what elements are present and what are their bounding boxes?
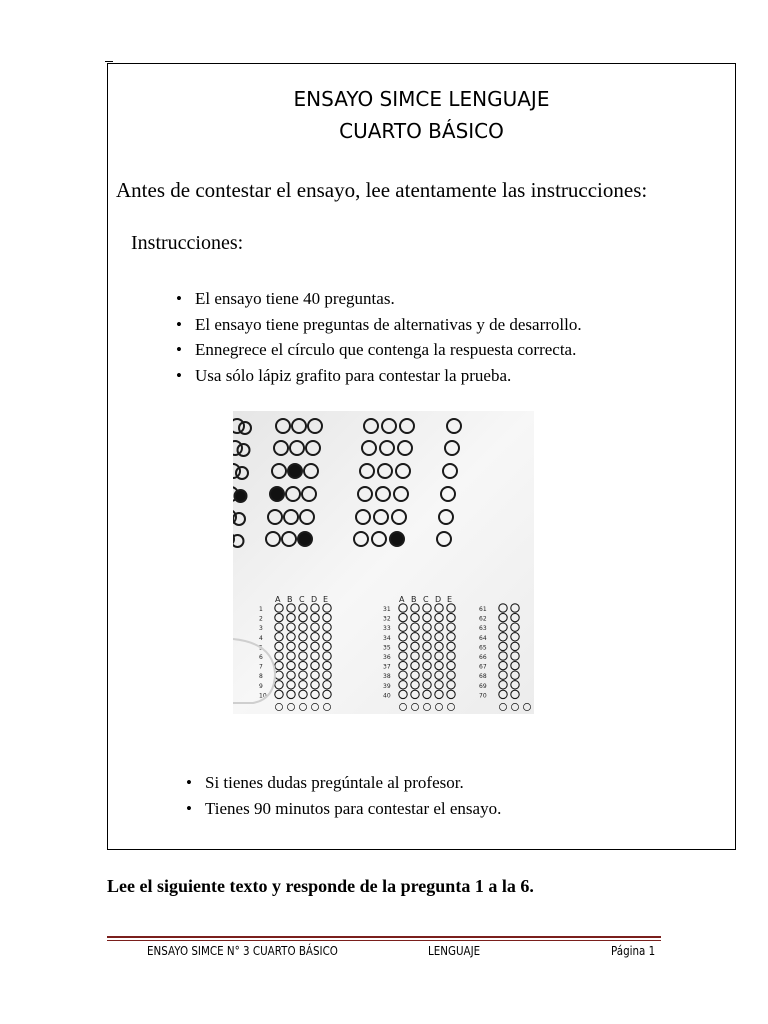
row-number: 32 [383,615,391,623]
reading-prompt: Lee el siguiente texto y responde de la pregunta 1 a la 6. [107,876,534,896]
column-letter: D [435,595,442,604]
list-item: • Si tienes dudas pregúntale al profesor. [186,770,501,796]
row-number: 68 [479,673,487,681]
row-number: 40 [383,692,391,700]
instructions-heading: Instrucciones: [131,232,244,254]
list-item: • Tienes 90 minutos para contestar el ensayo. [186,796,501,822]
row-number: 69 [479,682,487,690]
row-number: 6 [259,654,263,661]
filled-bubble [270,487,284,501]
row-number: 9 [259,682,263,690]
row-number: 5 [259,644,263,652]
row-number: 33 [383,625,391,633]
row-number: 64 [479,634,487,642]
filled-bubble [298,532,312,546]
column-letter: A [399,595,405,604]
list-item: • El ensayo tiene preguntas de alternativas y de desarrollo. [176,312,582,338]
filled-bubble [235,490,247,502]
filled-bubble [390,532,404,546]
row-number: 3 [259,625,263,633]
row-number: 61 [479,606,487,613]
filled-bubble [288,464,302,478]
row-number: 65 [479,644,487,652]
column-letter: C [423,595,429,604]
page-title: ENSAYO SIMCE LENGUAJE [293,87,550,111]
row-number: 36 [383,654,391,661]
footer-page-number: Página 1 [611,944,656,958]
row-number: 10 [259,692,267,700]
list-item: • Usa sólo lápiz grafito para contestar la prueba. [176,363,582,389]
footer-rule-thin [107,940,661,941]
column-letter: E [447,595,453,604]
instructions-box [107,63,736,850]
list-item: • Ennegrece el círculo que contenga la respuesta correcta. [176,337,582,363]
page-subtitle: CUARTO BÁSICO [339,119,504,143]
column-letter: B [411,595,417,604]
row-number: 8 [259,673,263,681]
row-number: 70 [479,692,487,700]
row-number: 1 [259,606,263,613]
row-number: 7 [259,663,263,671]
row-number: 38 [383,673,391,681]
row-number: 67 [479,663,487,671]
column-letter: D [311,595,318,604]
instructions-list [176,286,582,388]
row-number: 62 [479,615,487,623]
column-letter: B [287,595,293,604]
row-number: 31 [383,606,391,613]
row-number: 34 [383,634,391,642]
column-letter: C [299,595,305,604]
footer-exam-name: ENSAYO SIMCE N° 3 CUARTO BÁSICO [147,944,338,958]
column-letter: A [275,595,281,604]
intro-text: Antes de contestar el ensayo, lee atentamente las instrucciones: [116,178,648,202]
corner-mark [105,61,113,62]
extra-instructions-list [186,770,501,821]
row-number: 63 [479,625,487,633]
row-number: 2 [259,615,263,623]
footer-subject: LENGUAJE [428,944,481,958]
column-letter: E [323,595,329,604]
row-number: 4 [259,634,263,642]
row-number: 66 [479,654,487,661]
footer-rule-thick [107,936,661,938]
list-item: • El ensayo tiene 40 preguntas. [176,286,582,312]
row-number: 37 [383,663,391,671]
row-number: 35 [383,644,391,652]
answer-sheet-photo [233,411,534,714]
row-number: 39 [383,682,391,690]
